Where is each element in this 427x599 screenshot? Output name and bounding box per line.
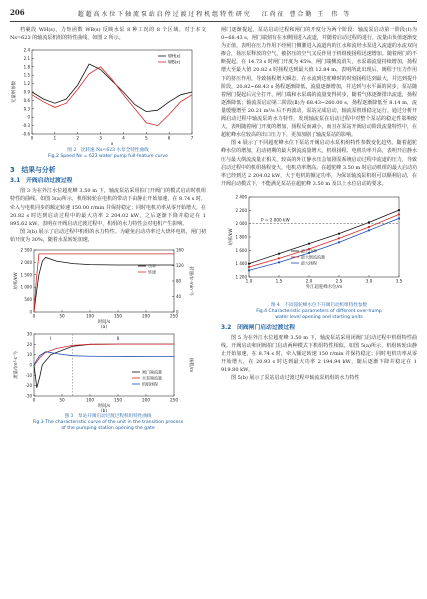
x-axis-label: 时间/s [97, 404, 111, 410]
y-right-tick-label: 120 [176, 263, 184, 269]
x-tick-label: 1.5 [275, 278, 283, 284]
figure-2-chart [10, 44, 206, 148]
x-axis-label: 外江超驼峰水位/m [305, 284, 343, 290]
figure-3a [10, 246, 206, 330]
x-tick-label: 2.5 [335, 278, 343, 284]
data-point [278, 257, 280, 259]
y-tick-label: 1.2 [23, 81, 30, 87]
page-number: 206 [10, 8, 25, 17]
y-tick-label: 2 000 [235, 221, 247, 227]
x-tick-label: 6 [167, 135, 171, 141]
x-tick-label: 3.0 [365, 278, 373, 284]
y-tick-label: -0.6 [22, 131, 30, 137]
y-tick-label: -20 [25, 383, 32, 389]
figure-2-caption-en: Fig.2 Speed Ns = 623 water pump full-feature curve [48, 154, 168, 160]
data-point [248, 269, 250, 271]
y-tick-label: 30 [26, 331, 32, 337]
x-axis-label: x [110, 142, 114, 148]
paragraph: 图 5(b) 展示了泵站启动过渡过程中轴流泵机组的水力特性 [231, 375, 360, 382]
y-tick-label: 2 400 [235, 194, 247, 200]
y-tick-label: 0.9 [23, 89, 30, 95]
x-tick-label: 1 [53, 135, 57, 141]
paragraph: 闸门逐渐提起，泵站启动过程和闸门的开度分为两个阶段：轴流泵启动第一阶段(Ⅰ)为 0~68.43 s，闸门端刻有在水侧围进入流道，并随着启动过程的进行，流量由负值逐渐变为正值，表明在压力作用下经闸门侧灌进入流道内的江水和流经水泵进入流道的水流双向掺合，扬压泵释放的空气，被挤压的空气又反作用于机组使扬程迅速增加。随着闸门的不断提起，在 14.73 s 时闸门开度为 45%，闸门端侧流消失，水泵端流量持续增加，扬程增大至最大值 20.82 s 时扬程达到最大值 12.84 m，表明所此出现后，阀程于压力作用下的挤压作用，导致扬程增大瞬态，在水流到达驼峰时的时刻扬程达到最大，并达到提升阶段，20.82~68.43 s 扬程逐渐降低，流量逐渐增加，并达到与水平面的同步，泵站随着闸门提起后完全打开，闸门端和水泵端的流量变得同步，随着气体逐渐排出流道，扬程逐渐降低；轴流泵启动第二阶段(Ⅱ)为 68.43~260.00 s，扬程逐渐降低至 8.14 m，流量缓慢增至 20.21 m³/s 后不再波动，泵站完成启动，轴流泵机组稳定运行。通过分析开阀启动过程中轴流泵的水力特性，发现轴流泵在启动过程中对整个泵站的稳定性影响较大，表明随着闸门开度的增加，扬程反而减小，而且在泵站开阀启动阶段流量特性中，在超驼峰水位较高的出口压力下，更加加剧了轴流泵站的影响。 [221, 27, 417, 139]
y-tick-label: 2.4 [23, 47, 30, 53]
x-tick-label: 7 [190, 135, 194, 141]
y-tick-label: 2.1 [23, 56, 30, 62]
data-point [308, 242, 310, 244]
x-tick-label: 4 [122, 135, 125, 141]
data-point [278, 261, 280, 263]
legend-label: 最大功率 [301, 248, 317, 254]
paragraph: 图 3(b) 展示了启动过程中机组的水力特性。为避免启动功率过大烧坏电机，闸门初始开度为 30%，随着水泵转轮加速， [10, 228, 206, 243]
x-tick-label: 2 [76, 135, 80, 141]
series-line-3 [34, 352, 174, 365]
phase-label-II: Ⅱ [116, 337, 120, 343]
legend-label: 最大扬程 [301, 260, 317, 266]
y-right-tick-label: 40 [176, 294, 182, 300]
legend-label: 最大倒流流量 [301, 254, 325, 260]
x-tick-label: 150 [114, 397, 122, 403]
series-line-2 [34, 344, 174, 365]
data-point [398, 213, 400, 215]
y-axis-label: 功率/kW [229, 228, 234, 246]
y-tick-label: -0.3 [22, 123, 30, 129]
figure-3-caption-en-2: of the pumping station opening the gate [61, 426, 155, 432]
data-point [368, 221, 370, 223]
plot-frame [249, 197, 399, 277]
y-tick-label: 2 000 [20, 259, 32, 265]
y-tick-label: 20 [26, 341, 32, 347]
series-line-2 [32, 67, 192, 126]
legend-label: 水泵端流量 [142, 375, 162, 381]
x-tick-label: 2.0 [305, 278, 313, 284]
y-tick-label: 1 600 [235, 247, 247, 253]
series-line-3 [249, 218, 399, 270]
figure-4-caption-en-2: water level opening and starting units [275, 314, 363, 320]
x-tick-label: 250 [170, 313, 178, 319]
figure-4-caption-en-1: Fig.4 Characteristic parameters of different over-hump [256, 308, 382, 314]
running-title: 超 超 高 水 位 下 轴 流 泵 站 启 停 过 渡 过 程 机 组 特 性 研 究 江 尚 征 曹 合 勤 王 伟 等 [77, 11, 350, 18]
x-tick-label: 0 [30, 135, 34, 141]
x-tick-label: 150 [114, 313, 122, 319]
data-point [338, 241, 340, 243]
x-tick-label: 5 [144, 135, 148, 141]
figure-3-caption: 图 3 泵站开阀启动过渡过程机组特性曲线 [64, 414, 152, 420]
header-rule [10, 21, 417, 22]
y-tick-label: 0.3 [23, 106, 30, 112]
y-tick-label: -10 [25, 372, 32, 378]
y-tick-label: 1.8 [23, 64, 30, 70]
x-tick-label: 100 [86, 397, 94, 403]
y-tick-label: 0 [29, 309, 32, 315]
subsection-heading-3-1: 3.1 开阀启动过渡过程 [10, 178, 73, 185]
figure-3a-chart [10, 246, 206, 330]
section-heading-3: 3 结果与分析 [10, 166, 56, 175]
figure-4-caption: 图 4 不同超驼峰水位下开阀启动机组特性参数 [270, 302, 368, 308]
y-right-axis-label: 转速/(r·min⁻¹) [188, 266, 193, 296]
y-tick-label: 0 [27, 114, 30, 120]
x-tick-label: 250 [170, 397, 178, 403]
figure-4-chart [221, 191, 417, 303]
data-point [368, 229, 370, 231]
left-column [10, 26, 206, 432]
data-point [248, 262, 250, 264]
x-tick-label: 3 [99, 135, 102, 141]
y-tick-label: 0 [29, 362, 32, 368]
page-header [10, 8, 417, 20]
data-point [368, 226, 370, 228]
x-tick-label: 3.5 [395, 278, 403, 284]
y-tick-label: 1 800 [235, 234, 247, 240]
y-tick-label: 1 200 [235, 274, 247, 280]
x-tick-label: 200 [142, 397, 150, 403]
y-axis-label: 无量纲参数 [12, 81, 17, 104]
data-point [398, 217, 400, 219]
series-line-1 [32, 64, 192, 112]
x-tick-label: 0 [32, 313, 36, 319]
paragraph: 档裹段 WH(s)，力矩函数 WB(s) 反映水泵 8 种工况的 8 个区域。对于本文 Ns=623 的轴流泵机组的特性曲线，如图 2 所示。 [10, 27, 206, 42]
paragraph: 图 4 展示了不同超驼峰水位下泵站开阀启动水泵机组特性参数变化趋势。随着超驼峰水位的增加，启动初期的最大倒流流量增大，机组扬程、电机功率升高，表明开启静水压与最大倒流流量正相关，较高的外江静水压会加剧泵系统启动过程中流道的压力，导致启动过程中的机组扬程变大，电机功率增高。在超驼峰 3.50 m 时启动机组的最大启动功率已经到达 2 204.02 kW，大于电机的额定功率，为保证轴流泵机组可以顺利启动，在开阀启动模式下，不能满足泵站在超驼峰 3.50 m 及以上水位启动的要求。 [221, 140, 417, 187]
y-tick-label: 2 200 [235, 207, 247, 213]
legend-label: WB(x) [168, 59, 181, 65]
y-axis-label: 功率/kW [14, 272, 19, 290]
legend-label: 转速 [148, 269, 156, 275]
figure-2 [10, 44, 206, 148]
x-tick-label: 50 [59, 313, 65, 319]
figure-3-caption-en-1: Fig.3 The characteristic curve of the unit in the transition process [32, 420, 184, 426]
figure-3b-chart [10, 330, 206, 414]
x-tick-label: 1.0 [245, 278, 253, 284]
x-tick-label: 50 [59, 397, 65, 403]
paragraph: 图 3 为在外江水位超驼峰 3.50 m 下，轴流泵站采用拍门开阀门的模式启动时机组特性的曲线。如图 3(a)所示，机组转轮在电机的带动下由静止开始加速，在 8.74 s 时，牵入与电机同步的额定转速 150.00 r/min 并保持稳定；同时电机功率从零开始增大，在 20.82 s 时达到启动过程中的最大功率 2 204.02 kW，之后逐渐下降并稳定在 1 895.62 kW。表明在开阀启动过渡过程中，机组的水力特性会对电机产生影响。 [10, 188, 206, 227]
y-tick-label: 1 400 [235, 261, 247, 267]
x-axis-label: 时间/s [97, 320, 111, 326]
y-axis-label: 流量/(m³·s⁻¹) [14, 351, 19, 379]
x-tick-label: 0 [32, 397, 36, 403]
data-point [398, 209, 400, 211]
plot-frame [34, 250, 174, 312]
figure-3b [10, 330, 206, 414]
paragraph: 图 5 为在外江水位超驼峰 3.50 m 下，轴流泵站采用闭阀门启动过程中机组特性曲线。开阀启动和闭阀拍门启动两种模式下机组特性相似，如图 5(a)所示，机组转轮由静止开始加速，在 8.74 s 时，牵入额定转速 150 r/min 并保持稳定；同时电机功率从零开始增大，在 20.93 s 时达到最大功率 2 194.94 kW，随后逐渐下降并稳定在 1 919.80 kW。 [221, 334, 417, 374]
data-point [278, 252, 280, 254]
y-right-tick-label: 80 [176, 278, 182, 284]
y-tick-label: 0.6 [23, 98, 30, 104]
data-point [338, 232, 340, 234]
subfigure-label-b: (b) [100, 409, 108, 415]
phase-label-I: Ⅰ [50, 337, 52, 343]
data-point [248, 266, 250, 268]
right-column [221, 26, 417, 383]
y-tick-label: 1.5 [23, 72, 30, 78]
y-tick-label: 500 [24, 297, 32, 303]
legend-label: WH(x) [168, 53, 181, 59]
legend-label: 机组扬程 [142, 381, 158, 387]
y-tick-label: 1 000 [20, 284, 32, 290]
x-tick-label: 100 [86, 313, 94, 319]
subsection-heading-3-2: 3.2 闭阀闸门启动过渡过程 [221, 324, 296, 331]
y-tick-label: 1 500 [20, 272, 32, 278]
y-right-tick-label: 0 [176, 309, 179, 315]
x-tick-label: 200 [142, 313, 150, 319]
rated-power-annotation: P = 2 000 kW [261, 217, 290, 223]
figure-4 [221, 191, 417, 303]
data-point [338, 237, 340, 239]
y-tick-label: 2 500 [20, 247, 32, 253]
subfigure-label-a: (a) [100, 325, 108, 331]
legend-label: 闸门端流量 [142, 369, 162, 375]
y-tick-label: -30 [25, 393, 32, 399]
y-right-tick-label: 160 [176, 247, 184, 253]
plot-frame [34, 334, 174, 396]
legend-label: 功率 [148, 263, 156, 269]
y-right-axis-label: 扬程/m [188, 357, 193, 373]
figure-2-caption: 图 2 比转速 Ns=623 水泵全特性曲线 [67, 148, 149, 154]
y-tick-label: 10 [26, 352, 32, 358]
